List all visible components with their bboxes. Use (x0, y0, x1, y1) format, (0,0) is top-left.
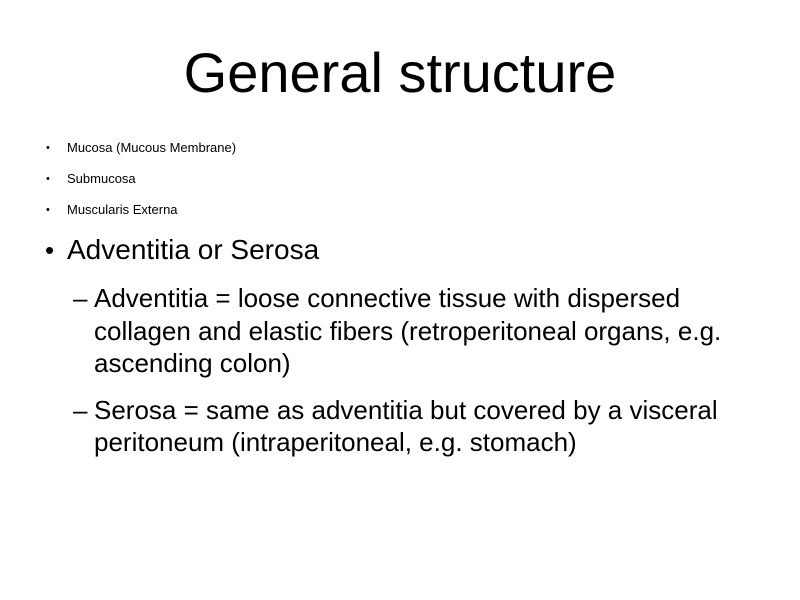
dash-icon: – (73, 283, 88, 313)
dash-icon: – (73, 394, 88, 425)
sub-list-item (0, 394, 780, 459)
list-item-text: Mucosa (Mucous Membrane) (67, 140, 237, 155)
bullet-icon: • (46, 142, 50, 154)
sub-bullet-list (0, 282, 780, 473)
slide-title: General structure (183, 41, 617, 104)
list-item-text: Muscularis Externa (67, 202, 178, 217)
sub-list-item-text: Adventitia = loose connective tissue with dispersed collagen and elastic fibers (retroperitoneal organs, e.g. ascending colon) (94, 283, 722, 378)
sub-list-item-text: Serosa = same as adventitia but covered by a visceral peritoneum (intraperitoneal, e.g. stomach) (94, 394, 718, 457)
sub-list-item (0, 282, 780, 380)
bullet-icon: • (46, 173, 50, 185)
main-list-item-text: Adventitia or Serosa (67, 234, 320, 265)
bullet-icon: • (45, 235, 55, 265)
list-item-text: Submucosa (67, 171, 136, 186)
main-list-item (40, 232, 780, 272)
main-bullet-section (40, 232, 780, 272)
bullet-icon: • (46, 204, 50, 216)
